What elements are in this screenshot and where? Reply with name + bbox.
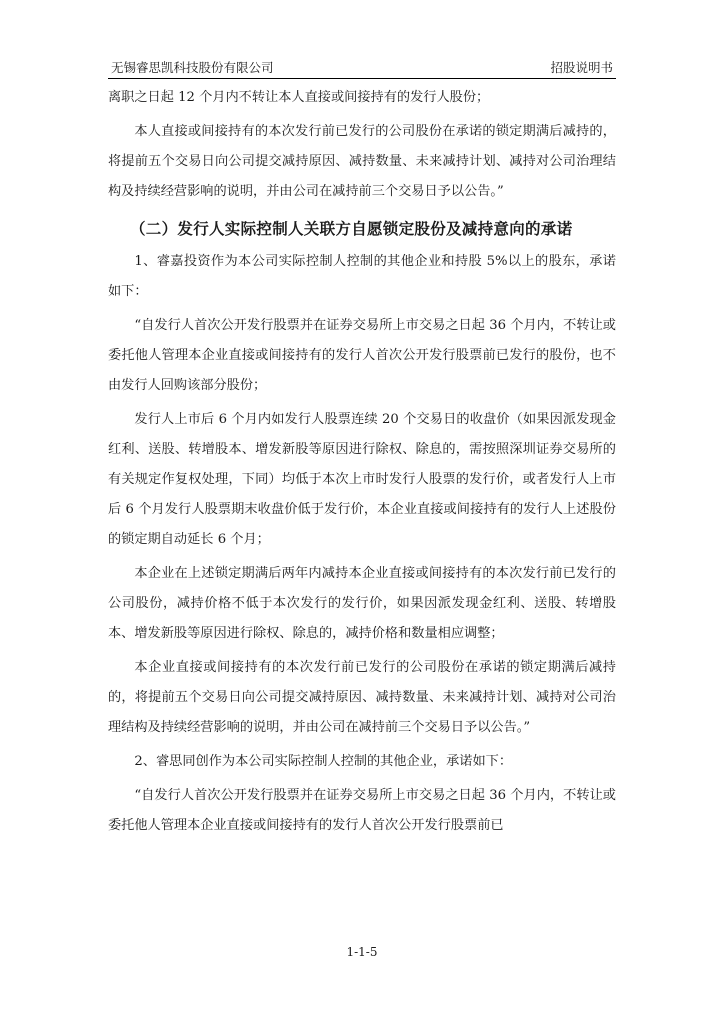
paragraph: 1、睿嘉投资作为本公司实际控制人控制的其他企业和持股 5%以上的股东，承诺如下： bbox=[108, 254, 616, 299]
paragraph: 本企业直接或间接持有的本次发行前已发行的公司股份在承诺的锁定期满后减持的，将提前五个交易日向公司提交减持原因、减持数量、未来减持计划、减持对公司治理结构及持续经营影响的说明，并由公司在减持前三个交易日予以公告。” bbox=[108, 660, 616, 735]
paragraph: “自发行人首次公开发行股票并在证券交易所上市交易之日起 36 个月内，不转让或委托他人管理本企业直接或间接持有的发行人首次公开发行股票前已 bbox=[108, 788, 616, 833]
page-number: 1-1-5 bbox=[346, 945, 378, 959]
page-header bbox=[108, 52, 616, 79]
paragraph: 发行人上市后 6 个月内如发行人股票连续 20 个交易日的收盘价（如果因派发现金红利、送股、转增股本、增发新股等原因进行除权、除息的，需按照深圳证券交易所的有关规定作复权处理，下同）均低于本次上市时发行人股票的发行价，或者发行人上市后 6 个月发行人股票期末收盘价低于发行价，本企业直接或间接持有的发行人上述股份的锁定期自动延长 6 个月； bbox=[108, 412, 616, 547]
document-type: 招股说明书 bbox=[550, 60, 613, 75]
company-name: 无锡睿思凯科技股份有限公司 bbox=[111, 60, 274, 75]
paragraph: 本人直接或间接持有的本次发行前已发行的公司股份在承诺的锁定期满后减持的，将提前五个交易日向公司提交减持原因、减持数量、未来减持计划、减持对公司治理结构及持续经营影响的说明，并由公司在减持前三个交易日予以公告。” bbox=[108, 124, 616, 199]
paragraph-continuation: 离职之日起 12 个月内不转让本人直接或间接持有的发行人股份； bbox=[108, 90, 490, 105]
paragraph: 2、睿思同创作为本公司实际控制人控制的其他企业，承诺如下： bbox=[134, 754, 513, 769]
paragraph: “自发行人首次公开发行股票并在证券交易所上市交易之日起 36 个月内，不转让或委托他人管理本企业直接或间接持有的发行人首次公开发行股票前已发行的股份，也不由发行人回购该部分股份； bbox=[108, 318, 616, 393]
paragraph: 本企业在上述锁定期满后两年内减持本企业直接或间接持有的本次发行前已发行的公司股份，减持价格不低于本次发行的发行价，如果因派发现金红利、送股、转增股本、增发新股等原因进行除权、除息的，减持价格和数量相应调整； bbox=[108, 566, 616, 641]
document-body bbox=[108, 83, 616, 845]
section-heading: （二）发行人实际控制人关联方自愿锁定股份及减持意向的承诺 bbox=[130, 220, 573, 238]
